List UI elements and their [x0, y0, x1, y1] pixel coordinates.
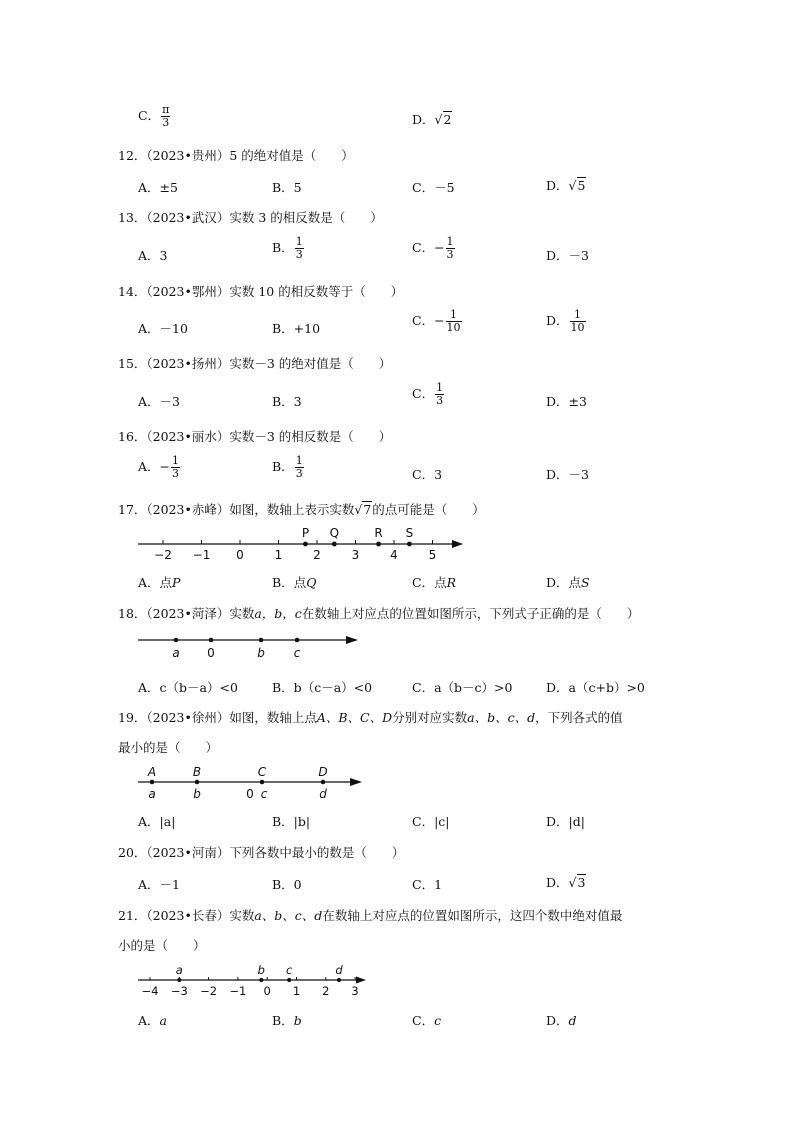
- q17-option-d: [546, 573, 590, 591]
- point-label: R: [374, 526, 383, 540]
- option-label: C．: [412, 386, 435, 401]
- point-dot: [209, 638, 214, 643]
- point-dot: [260, 780, 265, 785]
- fraction-denominator: 3: [295, 248, 303, 261]
- option-label: D．点: [546, 575, 582, 590]
- point-dot: [195, 780, 200, 785]
- q12-option-d: [546, 176, 586, 194]
- point-dot: [332, 542, 337, 547]
- q14-option-d: [546, 309, 586, 334]
- point-value-label: b: [193, 787, 201, 801]
- point-value-label: a: [148, 787, 156, 801]
- tick-label: 3: [351, 548, 360, 562]
- tick-label: 1: [274, 548, 283, 562]
- q20-option-a: A．－1: [138, 877, 180, 892]
- point-dot: [337, 978, 341, 982]
- option-label: C．−: [412, 313, 445, 328]
- stem-text: 17．（2023•赤峰）如图，数轴上表示实数: [118, 502, 355, 517]
- q16-option-c: C．3: [412, 467, 443, 482]
- point-label: c: [286, 963, 293, 977]
- point-label: A: [147, 765, 157, 779]
- option-label: D．: [546, 875, 569, 890]
- option-var: c: [434, 1013, 442, 1028]
- q20-option-c: C．1: [412, 877, 443, 892]
- fraction: [435, 382, 444, 407]
- point-value-label: d: [319, 787, 327, 801]
- point-dot: [303, 542, 308, 547]
- point-label: S: [405, 526, 414, 540]
- point-label: c: [293, 646, 301, 660]
- option-label: B．点: [272, 575, 307, 590]
- option-label: A．: [138, 1013, 160, 1028]
- q16-option-d: D．－3: [546, 467, 589, 482]
- tick-label: 3: [351, 984, 359, 998]
- q17-stem: [118, 500, 485, 518]
- sqrt: √3: [568, 875, 586, 890]
- option-label: D．: [546, 178, 569, 193]
- point-value-label: 0: [246, 787, 254, 801]
- point-dot: [150, 780, 155, 785]
- point-label: a: [175, 963, 183, 977]
- point-dot: [177, 978, 181, 982]
- option-label: A．点: [138, 575, 173, 590]
- option-label: B．: [272, 459, 294, 474]
- stem-text: 在数轴上对应点的位置如图所示，这四个数中绝对值最: [322, 908, 623, 923]
- option-label: B．: [272, 1013, 294, 1028]
- point-dot: [259, 978, 263, 982]
- tick-label: −1: [229, 984, 247, 998]
- q19-number-line: [130, 762, 370, 802]
- q20-stem: 20．（2023•河南）下列各数中最小的数是（ ）: [118, 845, 405, 860]
- fraction-denominator: 3: [295, 467, 303, 480]
- q14-option-c: [412, 309, 462, 334]
- q20-option-d: [546, 873, 586, 891]
- q17-option-b: [272, 573, 316, 591]
- point-value-label: c: [260, 787, 268, 801]
- option-var: P: [172, 575, 181, 590]
- q14-option-b: B．+10: [272, 321, 321, 336]
- stem-text: 分别对应实数: [392, 710, 468, 725]
- option-label: D．: [412, 112, 435, 127]
- q17-option-a: [138, 573, 180, 591]
- q16-stem: 16．（2023•丽水）实数－3 的相反数是（ ）: [118, 429, 392, 444]
- q19-option-b: B．|b|: [272, 814, 311, 829]
- axis-arrow: [452, 540, 463, 548]
- point-label: D: [318, 765, 328, 779]
- point-label: B: [192, 765, 202, 779]
- q19-option-c: C．|c|: [412, 814, 450, 829]
- option-label: C．点: [412, 575, 447, 590]
- fraction-denominator: 10: [570, 321, 585, 334]
- stem-text: 的点可能是（ ）: [372, 502, 485, 517]
- point-group: [176, 963, 344, 982]
- q13-option-d: D．－3: [546, 248, 589, 263]
- radicand: 5: [577, 178, 586, 193]
- q19-stem-line1: [118, 708, 623, 726]
- q12-option-a: A．±5: [138, 180, 178, 195]
- stem-text: 19．（2023•徐州）如图，数轴上点: [118, 710, 317, 725]
- q21-stem-line2: 小的是（ ）: [118, 938, 206, 953]
- tick-label: −4: [141, 984, 159, 998]
- fraction: [570, 309, 586, 334]
- q19-option-a: A．|a|: [138, 814, 176, 829]
- sqrt: √5: [568, 178, 586, 193]
- q12-option-c: C．－5: [412, 180, 455, 195]
- option-var: a: [159, 1013, 167, 1028]
- point-group: [302, 526, 413, 546]
- q19-stem-line2: 最小的是（ ）: [118, 740, 219, 755]
- q18-option-d: D．a（c+b）>0: [546, 680, 645, 695]
- stem-text: 18．（2023•菏泽）实数: [118, 606, 255, 621]
- radicand: 7: [363, 502, 372, 517]
- fraction-numerator: 1: [450, 308, 458, 321]
- fraction-numerator: 1: [446, 235, 454, 248]
- q12-stem: 12．（2023•贵州）5 的绝对值是（ ）: [118, 148, 354, 163]
- q11-option-d: [412, 110, 452, 128]
- tick-label: 0: [236, 548, 244, 562]
- q21-number-line: [130, 960, 380, 1000]
- q21-option-a: [138, 1011, 167, 1029]
- fraction: [295, 455, 304, 480]
- tick-label: −2: [200, 984, 218, 998]
- q18-number-line: [130, 628, 370, 664]
- fraction-denominator: 3: [172, 467, 180, 480]
- point-label: b: [257, 646, 265, 660]
- q13-stem: 13．（2023•武汉）实数 3 的相反数是（ ）: [118, 210, 383, 225]
- fraction-numerator: 1: [295, 454, 303, 467]
- q21-option-c: [412, 1011, 441, 1029]
- option-label: A．−: [138, 459, 171, 474]
- fraction-denominator: 3: [446, 248, 454, 261]
- q13-option-b: [272, 236, 304, 261]
- q21-option-d: [546, 1011, 577, 1029]
- fraction: [446, 309, 462, 334]
- q12-option-b: B．5: [272, 180, 302, 195]
- point-dot: [174, 638, 179, 643]
- q15-option-d: D．±3: [546, 394, 587, 409]
- point-label: b: [257, 963, 265, 977]
- q16-option-a: [138, 455, 180, 480]
- option-label: C．: [138, 108, 161, 123]
- point-group: [147, 765, 328, 801]
- stem-text: 21．（2023•长春）实数: [118, 908, 255, 923]
- fraction-numerator: 1: [436, 381, 444, 394]
- q17-number-line: [130, 522, 470, 562]
- option-label: D．: [546, 313, 569, 328]
- fraction-numerator: π: [162, 103, 170, 116]
- radicand: 3: [577, 875, 586, 890]
- sqrt: √2: [434, 112, 452, 127]
- q15-option-a: A．－3: [138, 394, 180, 409]
- point-dot: [259, 638, 264, 643]
- q16-option-b: [272, 455, 304, 480]
- tick-label: −3: [170, 984, 188, 998]
- option-var: R: [446, 575, 456, 590]
- stem-vars: a、b、c、d: [254, 908, 323, 923]
- q14-stem: 14．（2023•鄂州）实数 10 的相反数等于（ ）: [118, 284, 404, 299]
- q19-option-d: D．|d|: [546, 814, 585, 829]
- point-label: d: [335, 963, 343, 977]
- axis-arrow: [350, 778, 362, 786]
- q13-option-a: A．3: [138, 248, 168, 263]
- tick-label: 0: [263, 984, 271, 998]
- tick-group: [154, 540, 436, 562]
- point-label: Q: [329, 526, 340, 540]
- option-label: B．: [272, 240, 294, 255]
- point-label: P: [301, 526, 310, 540]
- option-var: S: [581, 575, 590, 590]
- fraction-numerator: 1: [172, 454, 180, 467]
- q18-option-b: B．b（c－a）<0: [272, 680, 373, 695]
- tick-label: 2: [322, 984, 330, 998]
- point-label: C: [257, 765, 267, 779]
- point-dot: [287, 978, 291, 982]
- fraction-denominator: 3: [436, 394, 444, 407]
- point-group: [172, 638, 300, 660]
- tick-label: 5: [428, 548, 437, 562]
- option-label: C．−: [412, 240, 445, 255]
- point-dot: [295, 638, 300, 643]
- fraction-denominator: 3: [162, 116, 170, 129]
- q18-option-a: A．c（b－a）<0: [138, 680, 238, 695]
- axis-arrow: [346, 636, 358, 644]
- q11-option-c: [138, 104, 170, 129]
- option-var: b: [293, 1013, 302, 1028]
- q15-option-c: [412, 382, 444, 407]
- axis-arrow: [356, 977, 366, 984]
- tick-label: −2: [154, 548, 172, 562]
- q21-option-b: [272, 1011, 302, 1029]
- fraction: [446, 236, 455, 261]
- stem-vars: a，b，c: [254, 606, 302, 621]
- q20-option-b: B．0: [272, 877, 302, 892]
- q17-option-c: [412, 573, 456, 591]
- q14-option-a: A．－10: [138, 321, 188, 336]
- point-label: 0: [207, 646, 215, 660]
- point-dot: [321, 780, 326, 785]
- q18-option-c: C．a（b－c）>0: [412, 680, 513, 695]
- tick-label: 2: [313, 548, 321, 562]
- tick-label: −1: [192, 548, 211, 562]
- option-var: Q: [306, 575, 317, 590]
- q15-option-b: B．3: [272, 394, 302, 409]
- q18-stem: [118, 604, 639, 622]
- stem-vars: a、b、c、d: [467, 710, 536, 725]
- fraction: [161, 104, 170, 129]
- point-label: a: [172, 646, 180, 660]
- stem-text: 在数轴上对应点的位置如图所示，下列式子正确的是（ ）: [301, 606, 640, 621]
- point-dot: [407, 542, 412, 547]
- option-label: D．: [546, 1013, 569, 1028]
- radicand: 2: [443, 112, 452, 127]
- option-label: C．: [412, 1013, 435, 1028]
- fraction-numerator: 1: [574, 308, 582, 321]
- point-dot: [376, 542, 381, 547]
- q21-stem-line1: [118, 906, 622, 924]
- stem-vars: A、B、C、D: [316, 710, 393, 725]
- fraction: [295, 236, 304, 261]
- tick-label: 1: [292, 984, 301, 998]
- sqrt: √7: [354, 502, 372, 517]
- q13-option-c: [412, 236, 455, 261]
- q15-stem: 15．（2023•扬州）实数－3 的绝对值是（ ）: [118, 356, 392, 371]
- fraction-numerator: 1: [295, 235, 303, 248]
- fraction-denominator: 10: [446, 321, 461, 334]
- option-var: d: [568, 1013, 577, 1028]
- fraction: [171, 455, 180, 480]
- stem-text: ，下列各式的值: [535, 710, 623, 725]
- tick-label: 4: [390, 548, 398, 562]
